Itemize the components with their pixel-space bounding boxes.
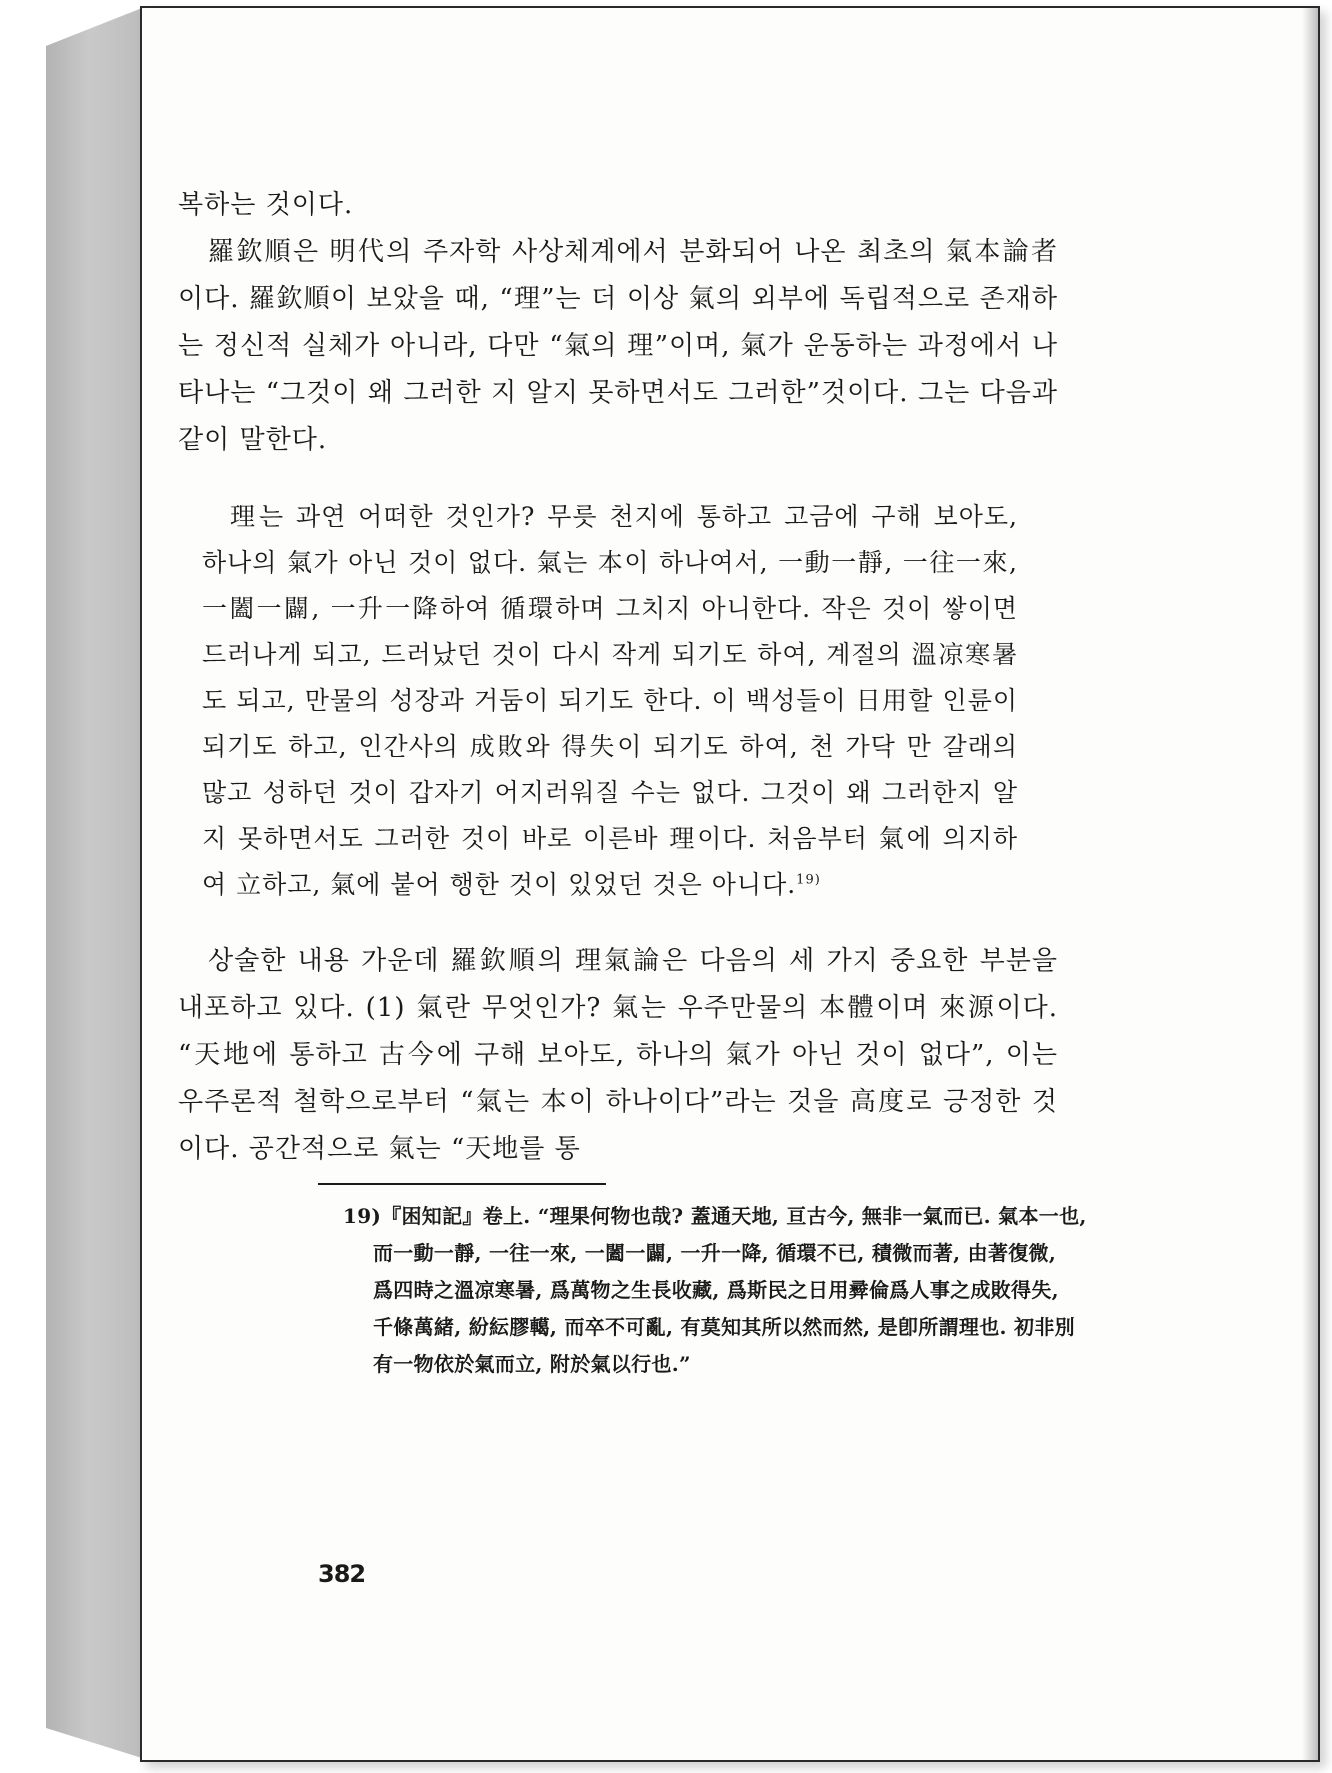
block-quote-text: 理는 과연 어떠한 것인가? 무릇 천지에 통하고 고금에 구해 보아도, 하나의 氣가 아닌 것이 없다. 氣는 本이 하나여서, 一動一靜, 一往一來, 一闔一闢, 一升一降하여 循環하며 그치지 아니한다. 작은 것이 쌓이면 드러나게 되고, 드러났던 것이 다시 작게 되기도 하여, 계절의 溫凉寒暑도 되고, 만물의 성장과 거둠이 되기도 한다. 이 백성들이 日用할 인륜이 되기도 하고, 인간사의 成敗와 得失이 되기도 하여, 천 가닥 만 갈래의 많고 성하던 것이 갑자기 어지러워질 수는 없다. 그것이 왜 그러한지 알지 못하면서도 그러한 것이 바로 이른바 理이다. 처음부터 氣에 의지하여 立하고, 氣에 붙어 행한 것이 있었던 것은 아니다. — [202, 502, 1018, 899]
footnote-reference[interactable]: 19) — [796, 872, 821, 888]
page-edge — [1302, 8, 1318, 1760]
footnote-19 — [343, 1198, 1193, 1383]
paragraph-luo-qinshun-intro: 羅欽順은 明代의 주자학 사상체계에서 분화되어 나온 최초의 氣本論者이다. 羅欽順이 보았을 때, “理”는 더 이상 氣의 외부에 독립적으로 존재하는 정신적 실체가 아니라, 다만 “氣의 理”이며, 氣가 운동하는 과정에서 나타나는 “그것이 왜 그러한 지 알지 못하면서도 그러한”것이다. 그는 다음과 같이 말한다. — [178, 237, 1058, 455]
footnote-line: 而一動一靜, 一往一來, 一闔一闢, 一升一降, 循環不已, 積微而著, 由著復微, — [373, 1241, 1057, 1265]
footnote-line: 爲四時之溫凉寒暑, 爲萬物之生長收藏, 爲斯民之日用彛倫爲人事之成敗得失, — [373, 1278, 1059, 1302]
block-quote — [202, 494, 1018, 908]
paragraph-analysis: 상술한 내용 가운데 羅欽順의 理氣論은 다음의 세 가지 중요한 부분을 내포하고 있다. (1) 氣란 무엇인가? 氣는 우주만물의 本體이며 來源이다. “天地에 통하고 古今에 구해 보아도, 하나의 氣가 아닌 것이 없다”, 이는 우주론적 철학으로부터 “氣는 本이 하나이다”라는 것을 高度로 긍정한 것이다. 공간적으로 氣는 “天地를 통 — [178, 946, 1058, 1164]
footnote-line: 千條萬緒, 紛紜膠轕, 而卒不可亂, 有莫知其所以然而然, 是卽所謂理也. 初非別 — [373, 1315, 1075, 1339]
book-spine — [46, 8, 142, 1758]
footnote-divider — [318, 1183, 606, 1185]
main-text — [178, 182, 1058, 1173]
paragraph-continuation: 복하는 것이다. — [178, 190, 354, 220]
footnote-line: 19)『困知記』卷上. “理果何物也哉? 蓋通天地, 亘古今, 無非一氣而已. 氣本一也, — [343, 1204, 1087, 1228]
footnote-line: 有一物依於氣而立, 附於氣以行也.” — [373, 1352, 691, 1376]
page-number: 382 — [318, 1560, 366, 1588]
